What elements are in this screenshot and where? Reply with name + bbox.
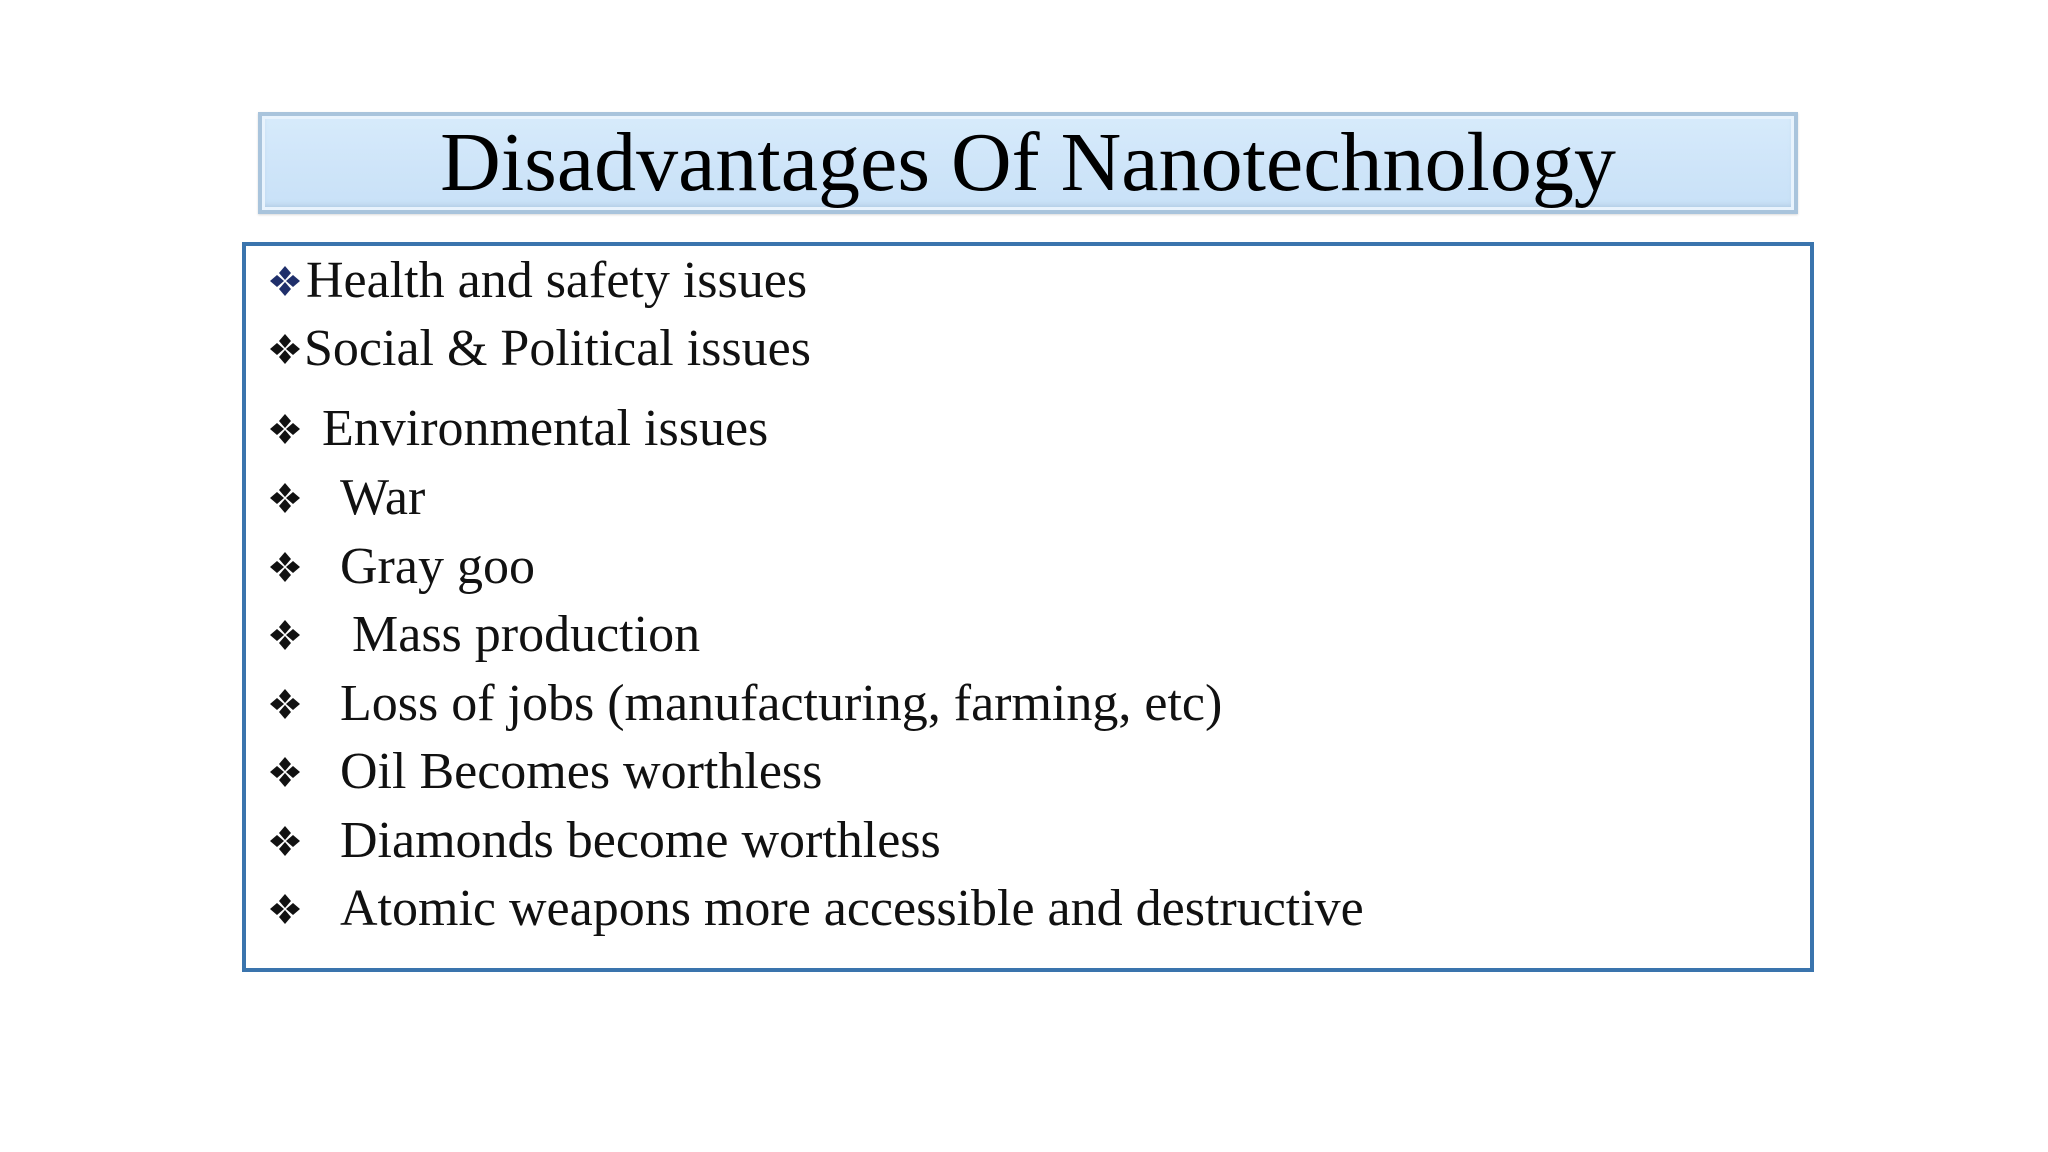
bullet-item <box>268 400 769 457</box>
four-diamond-icon <box>268 755 302 789</box>
bullet-text: Loss of jobs (manufacturing, farming, etc) <box>340 675 1223 732</box>
bullet-text: War <box>340 469 426 526</box>
title-banner <box>258 112 1798 214</box>
bullet-text: Diamonds become worthless <box>340 812 941 869</box>
bullet-text: Atomic weapons more accessible and destructive <box>340 880 1364 937</box>
four-diamond-icon <box>268 412 302 446</box>
bullet-item <box>268 675 1223 732</box>
four-diamond-icon <box>268 687 302 721</box>
bullet-text: Social & Political issues <box>304 320 811 377</box>
bullet-item <box>268 880 1364 937</box>
bullet-item <box>268 320 811 377</box>
four-diamond-icon <box>268 618 302 652</box>
slide-title: Disadvantages Of Nanotechnology <box>440 116 1616 209</box>
bullet-text: Health and safety issues <box>306 252 808 309</box>
bullet-item <box>268 743 823 800</box>
bullet-item <box>268 538 535 595</box>
four-diamond-icon <box>268 892 302 926</box>
bullet-text: Mass production <box>352 606 701 663</box>
four-diamond-icon <box>268 481 302 515</box>
content-box <box>242 242 1814 972</box>
four-diamond-icon <box>268 332 302 366</box>
bullet-text: Environmental issues <box>322 400 769 457</box>
bullet-text: Gray goo <box>340 538 535 595</box>
bullet-item <box>268 606 701 663</box>
four-diamond-icon <box>268 550 302 584</box>
bullet-item <box>268 469 426 526</box>
four-diamond-icon <box>268 264 302 298</box>
bullet-text: Oil Becomes worthless <box>340 743 823 800</box>
bullet-item <box>268 812 941 869</box>
bullet-item <box>268 252 808 309</box>
four-diamond-icon <box>268 824 302 858</box>
